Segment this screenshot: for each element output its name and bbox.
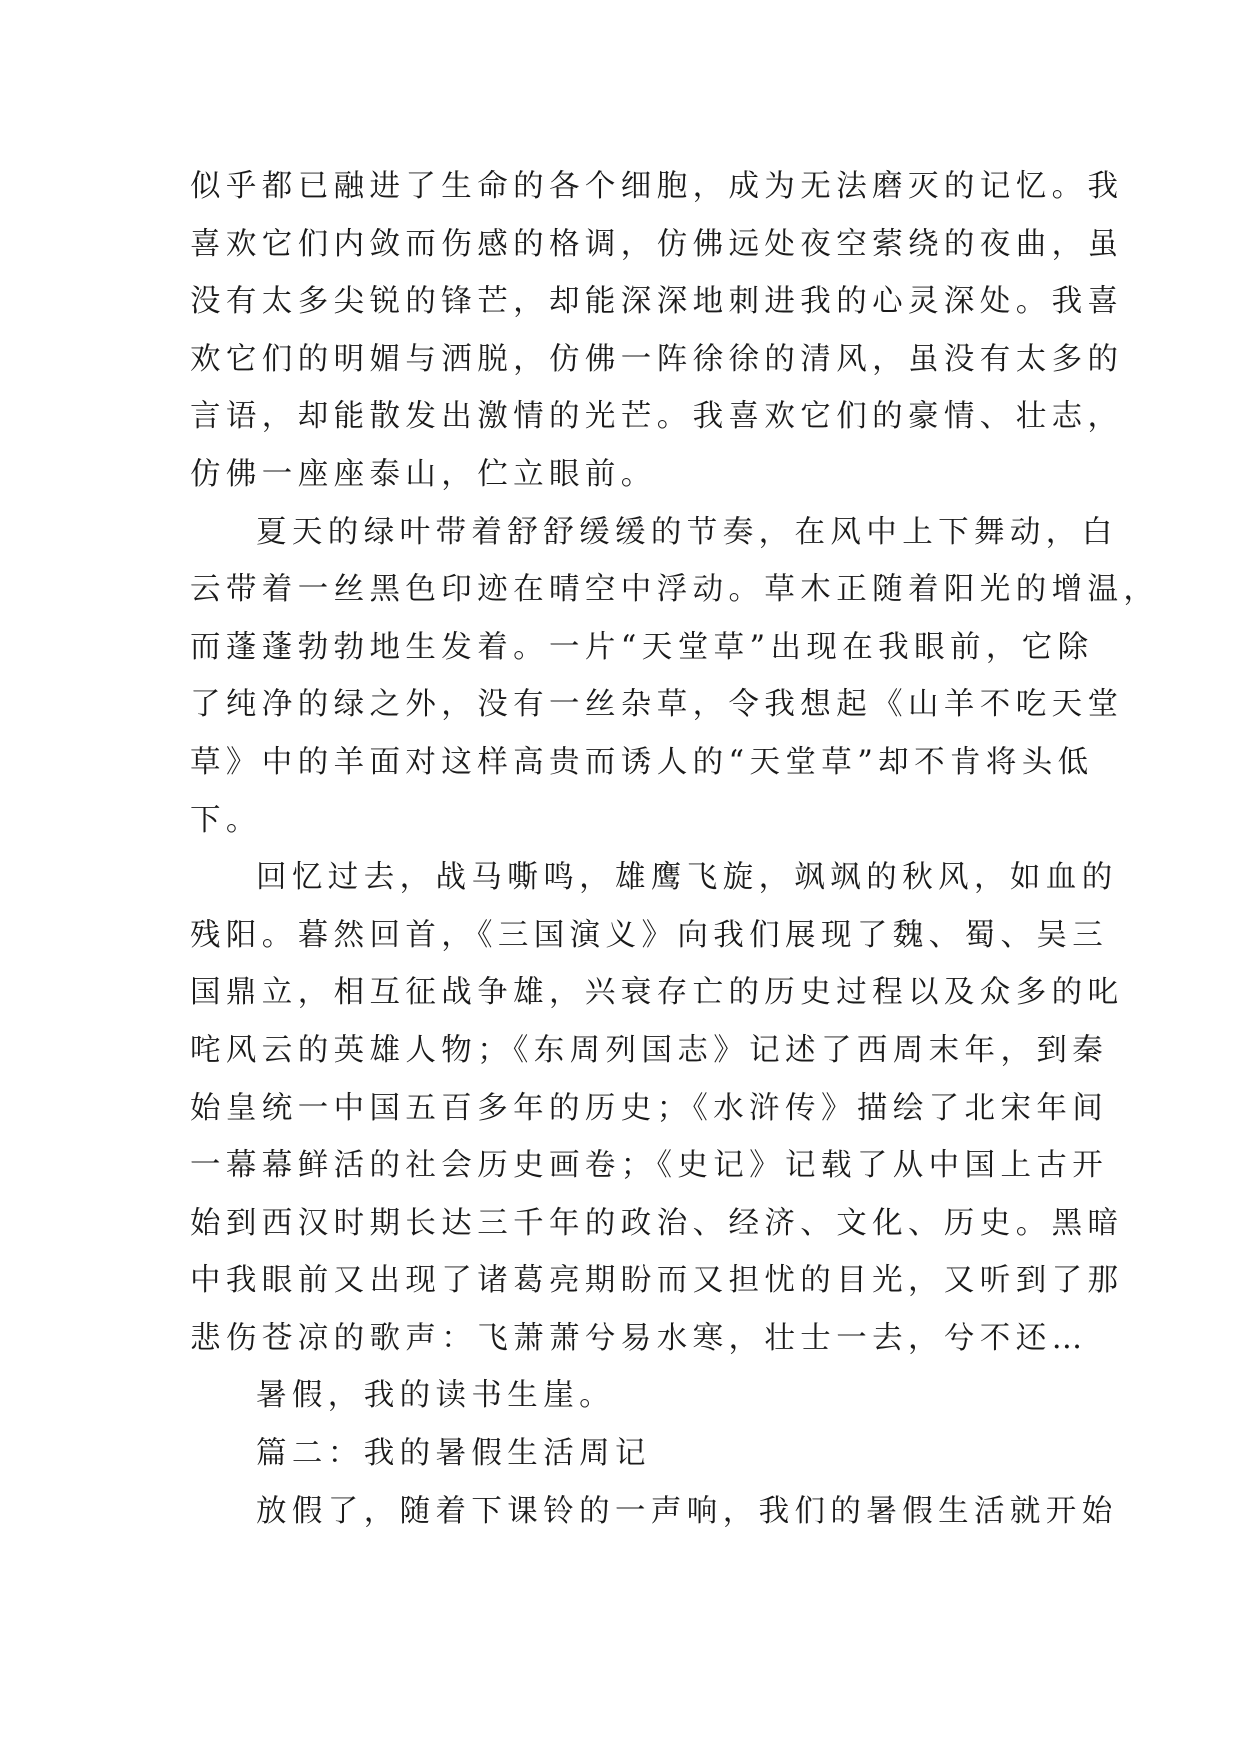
text-line: 国鼎立，相互征战争雄，兴衰存亡的历史过程以及众多的叱 — [190, 975, 1124, 1011]
text-line: 下。 — [190, 802, 262, 838]
text-line: 喜欢它们内敛而伤感的格调，仿佛远处夜空萦绕的夜曲，虽 — [190, 226, 1124, 262]
text-line: 一幕幕鲜活的社会历史画卷；《史记》记载了从中国上古开 — [190, 1148, 1109, 1184]
text-line: 放假了，随着下课铃的一声响，我们的暑假生活就开始 — [256, 1493, 1118, 1529]
text-line: 了纯净的绿之外，没有一丝杂草，令我想起《山羊不吃天堂 — [190, 687, 1124, 723]
text-line: 咤风云的英雄人物；《东周列国志》记述了西周末年，到秦 — [190, 1032, 1109, 1068]
text-line: 言语，却能散发出激情的光芒。我喜欢它们的豪情、壮志， — [190, 399, 1124, 435]
text-line: 没有太多尖锐的锋芒，却能深深地刺进我的心灵深处。我喜 — [190, 284, 1124, 320]
section-heading: 篇二：我的暑假生活周记 — [256, 1436, 651, 1472]
document-body — [190, 158, 1160, 1540]
text-line: 残阳。暮然回首，《三国演义》向我们展现了魏、蜀、吴三 — [190, 917, 1109, 953]
text-line: 回忆过去，战马嘶鸣，雄鹰飞旋，飒飒的秋风，如血的 — [256, 860, 1118, 896]
text-line: 中我眼前又出现了诸葛亮期盼而又担忧的目光，又听到了那 — [190, 1263, 1124, 1299]
text-line: 始到西汉时期长达三千年的政治、经济、文化、历史。黑暗 — [190, 1205, 1124, 1241]
text-line: 欢它们的明媚与洒脱，仿佛一阵徐徐的清风，虽没有太多的 — [190, 341, 1124, 377]
text-line: 似乎都已融进了生命的各个细胞，成为无法磨灭的记忆。我 — [190, 169, 1124, 204]
text-line: 仿佛一座座泰山，伫立眼前。 — [190, 456, 657, 492]
text-line: 始皇统一中国五百多年的历史；《水浒传》描绘了北宋年间 — [190, 1090, 1109, 1126]
text-line: 悲伤苍凉的歌声：飞萧萧兮易水寒，壮士一去，兮不还… — [190, 1320, 1088, 1356]
text-line: 而蓬蓬勃勃地生发着。一片“天堂草”出现在我眼前，它除 — [190, 629, 1094, 665]
text-line: 草》中的羊面对这样高贵而诱人的“天堂草”却不肯将头低 — [190, 744, 1094, 780]
text-line: 夏天的绿叶带着舒舒缓缓的节奏，在风中上下舞动，白 — [256, 514, 1118, 550]
text-line: 暑假，我的读书生崖。 — [256, 1378, 615, 1414]
text-line: 云带着一丝黑色印迹在晴空中浮动。草木正随着阳光的增温， — [190, 572, 1160, 608]
